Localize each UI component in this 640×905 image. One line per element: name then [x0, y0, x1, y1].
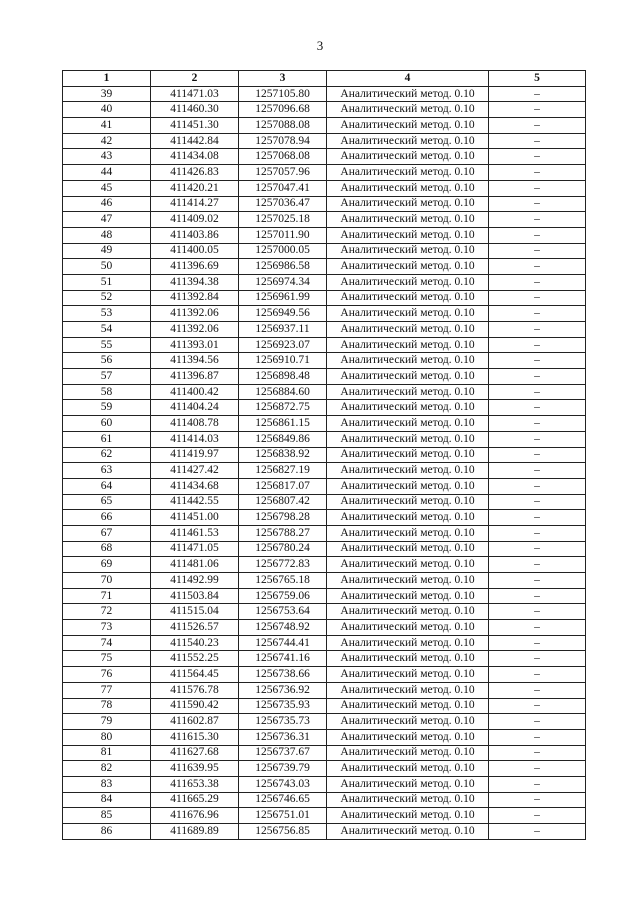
- point-number-cell: 49: [63, 243, 151, 259]
- method-cell: Аналитический метод. 0.10: [327, 808, 489, 824]
- note-cell: –: [489, 745, 586, 761]
- x-coordinate-cell: 411590.42: [151, 698, 239, 714]
- note-cell: –: [489, 588, 586, 604]
- y-coordinate-cell: 1256735.73: [239, 714, 327, 730]
- y-coordinate-cell: 1256817.07: [239, 478, 327, 494]
- y-coordinate-cell: 1256735.93: [239, 698, 327, 714]
- y-coordinate-cell: 1256744.41: [239, 635, 327, 651]
- y-coordinate-cell: 1256949.56: [239, 306, 327, 322]
- note-cell: –: [489, 431, 586, 447]
- method-cell: Аналитический метод. 0.10: [327, 180, 489, 196]
- method-cell: Аналитический метод. 0.10: [327, 463, 489, 479]
- x-coordinate-cell: 411427.42: [151, 463, 239, 479]
- note-cell: –: [489, 290, 586, 306]
- x-coordinate-cell: 411576.78: [151, 682, 239, 698]
- point-number-cell: 55: [63, 337, 151, 353]
- method-cell: Аналитический метод. 0.10: [327, 745, 489, 761]
- point-number-cell: 65: [63, 494, 151, 510]
- point-number-cell: 62: [63, 447, 151, 463]
- point-number-cell: 67: [63, 525, 151, 541]
- table-row: [63, 698, 586, 714]
- y-coordinate-cell: 1256737.67: [239, 745, 327, 761]
- x-coordinate-cell: 411426.83: [151, 165, 239, 181]
- x-coordinate-cell: 411434.68: [151, 478, 239, 494]
- point-number-cell: 64: [63, 478, 151, 494]
- x-coordinate-cell: 411451.30: [151, 118, 239, 134]
- y-coordinate-cell: 1256827.19: [239, 463, 327, 479]
- table-row: [63, 227, 586, 243]
- x-coordinate-cell: 411451.00: [151, 510, 239, 526]
- method-cell: Аналитический метод. 0.10: [327, 824, 489, 840]
- table-row: [63, 322, 586, 338]
- x-coordinate-cell: 411564.45: [151, 667, 239, 683]
- y-coordinate-cell: 1256748.92: [239, 620, 327, 636]
- x-coordinate-cell: 411442.55: [151, 494, 239, 510]
- point-number-cell: 52: [63, 290, 151, 306]
- method-cell: Аналитический метод. 0.10: [327, 525, 489, 541]
- point-number-cell: 80: [63, 729, 151, 745]
- method-cell: Аналитический метод. 0.10: [327, 259, 489, 275]
- point-number-cell: 79: [63, 714, 151, 730]
- table-row: [63, 792, 586, 808]
- x-coordinate-cell: 411515.04: [151, 604, 239, 620]
- table-row: [63, 808, 586, 824]
- table-row: [63, 259, 586, 275]
- method-cell: Аналитический метод. 0.10: [327, 369, 489, 385]
- method-cell: Аналитический метод. 0.10: [327, 635, 489, 651]
- table-row: [63, 588, 586, 604]
- x-coordinate-cell: 411434.08: [151, 149, 239, 165]
- table-row: [63, 384, 586, 400]
- point-number-cell: 51: [63, 274, 151, 290]
- y-coordinate-cell: 1256961.99: [239, 290, 327, 306]
- y-coordinate-cell: 1257105.80: [239, 86, 327, 102]
- y-coordinate-cell: 1256849.86: [239, 431, 327, 447]
- table-row: [63, 541, 586, 557]
- method-cell: Аналитический метод. 0.10: [327, 776, 489, 792]
- method-cell: Аналитический метод. 0.10: [327, 698, 489, 714]
- table-row: [63, 196, 586, 212]
- x-coordinate-cell: 411414.27: [151, 196, 239, 212]
- y-coordinate-cell: 1256736.92: [239, 682, 327, 698]
- y-coordinate-cell: 1257011.90: [239, 227, 327, 243]
- method-cell: Аналитический метод. 0.10: [327, 337, 489, 353]
- method-cell: Аналитический метод. 0.10: [327, 478, 489, 494]
- table-row: [63, 557, 586, 573]
- note-cell: –: [489, 416, 586, 432]
- x-coordinate-cell: 411461.53: [151, 525, 239, 541]
- table-row: [63, 400, 586, 416]
- point-number-cell: 82: [63, 761, 151, 777]
- note-cell: –: [489, 541, 586, 557]
- x-coordinate-cell: 411471.03: [151, 86, 239, 102]
- method-cell: Аналитический метод. 0.10: [327, 149, 489, 165]
- note-cell: –: [489, 714, 586, 730]
- note-cell: –: [489, 369, 586, 385]
- note-cell: –: [489, 824, 586, 840]
- y-coordinate-cell: 1256910.71: [239, 353, 327, 369]
- method-cell: Аналитический метод. 0.10: [327, 400, 489, 416]
- y-coordinate-cell: 1256898.48: [239, 369, 327, 385]
- note-cell: –: [489, 306, 586, 322]
- note-cell: –: [489, 149, 586, 165]
- point-number-cell: 85: [63, 808, 151, 824]
- point-number-cell: 84: [63, 792, 151, 808]
- x-coordinate-cell: 411481.06: [151, 557, 239, 573]
- x-coordinate-cell: 411460.30: [151, 102, 239, 118]
- x-coordinate-cell: 411676.96: [151, 808, 239, 824]
- table-row: [63, 635, 586, 651]
- note-cell: –: [489, 165, 586, 181]
- page-number: 3: [316, 38, 324, 53]
- method-cell: Аналитический метод. 0.10: [327, 243, 489, 259]
- point-number-cell: 57: [63, 369, 151, 385]
- point-number-cell: 45: [63, 180, 151, 196]
- table-row: [63, 667, 586, 683]
- y-coordinate-cell: 1257096.68: [239, 102, 327, 118]
- y-coordinate-cell: 1256741.16: [239, 651, 327, 667]
- y-coordinate-cell: 1256738.66: [239, 667, 327, 683]
- point-number-cell: 86: [63, 824, 151, 840]
- x-coordinate-cell: 411503.84: [151, 588, 239, 604]
- coordinates-table: [62, 70, 586, 840]
- y-coordinate-cell: 1256986.58: [239, 259, 327, 275]
- x-coordinate-cell: 411403.86: [151, 227, 239, 243]
- method-cell: Аналитический метод. 0.10: [327, 557, 489, 573]
- note-cell: –: [489, 118, 586, 134]
- note-cell: –: [489, 651, 586, 667]
- x-coordinate-cell: 411653.38: [151, 776, 239, 792]
- table-row: [63, 290, 586, 306]
- y-coordinate-cell: 1257068.08: [239, 149, 327, 165]
- x-coordinate-cell: 411393.01: [151, 337, 239, 353]
- x-coordinate-cell: 411392.06: [151, 306, 239, 322]
- note-cell: –: [489, 259, 586, 275]
- table-row: [63, 353, 586, 369]
- method-cell: Аналитический метод. 0.10: [327, 86, 489, 102]
- table-row: [63, 431, 586, 447]
- x-coordinate-cell: 411408.78: [151, 416, 239, 432]
- point-number-cell: 42: [63, 133, 151, 149]
- point-number-cell: 77: [63, 682, 151, 698]
- note-cell: –: [489, 478, 586, 494]
- method-cell: Аналитический метод. 0.10: [327, 729, 489, 745]
- table-row: [63, 369, 586, 385]
- x-coordinate-cell: 411602.87: [151, 714, 239, 730]
- x-coordinate-cell: 411414.03: [151, 431, 239, 447]
- table-row: [63, 651, 586, 667]
- note-cell: –: [489, 525, 586, 541]
- x-coordinate-cell: 411400.05: [151, 243, 239, 259]
- table-row: [63, 761, 586, 777]
- point-number-cell: 75: [63, 651, 151, 667]
- column-header: 5: [489, 71, 586, 87]
- note-cell: –: [489, 667, 586, 683]
- x-coordinate-cell: 411419.97: [151, 447, 239, 463]
- x-coordinate-cell: 411471.05: [151, 541, 239, 557]
- table-row: [63, 447, 586, 463]
- note-cell: –: [489, 102, 586, 118]
- y-coordinate-cell: 1256923.07: [239, 337, 327, 353]
- method-cell: Аналитический метод. 0.10: [327, 118, 489, 134]
- table-row: [63, 824, 586, 840]
- y-coordinate-cell: 1256753.64: [239, 604, 327, 620]
- table-row: [63, 494, 586, 510]
- y-coordinate-cell: 1257088.08: [239, 118, 327, 134]
- note-cell: –: [489, 463, 586, 479]
- x-coordinate-cell: 411409.02: [151, 212, 239, 228]
- x-coordinate-cell: 411442.84: [151, 133, 239, 149]
- y-coordinate-cell: 1256937.11: [239, 322, 327, 338]
- x-coordinate-cell: 411665.29: [151, 792, 239, 808]
- table-row: [63, 604, 586, 620]
- note-cell: –: [489, 604, 586, 620]
- table-row: [63, 510, 586, 526]
- method-cell: Аналитический метод. 0.10: [327, 604, 489, 620]
- table-row: [63, 102, 586, 118]
- table-row: [63, 133, 586, 149]
- x-coordinate-cell: 411420.21: [151, 180, 239, 196]
- table-row: [63, 729, 586, 745]
- point-number-cell: 74: [63, 635, 151, 651]
- note-cell: –: [489, 384, 586, 400]
- y-coordinate-cell: 1256788.27: [239, 525, 327, 541]
- x-coordinate-cell: 411396.69: [151, 259, 239, 275]
- y-coordinate-cell: 1256746.65: [239, 792, 327, 808]
- x-coordinate-cell: 411639.95: [151, 761, 239, 777]
- table-row: [63, 745, 586, 761]
- note-cell: –: [489, 682, 586, 698]
- x-coordinate-cell: 411492.99: [151, 573, 239, 589]
- note-cell: –: [489, 212, 586, 228]
- point-number-cell: 53: [63, 306, 151, 322]
- y-coordinate-cell: 1256772.83: [239, 557, 327, 573]
- point-number-cell: 59: [63, 400, 151, 416]
- y-coordinate-cell: 1256838.92: [239, 447, 327, 463]
- method-cell: Аналитический метод. 0.10: [327, 133, 489, 149]
- point-number-cell: 63: [63, 463, 151, 479]
- table-row: [63, 478, 586, 494]
- y-coordinate-cell: 1256759.06: [239, 588, 327, 604]
- note-cell: –: [489, 729, 586, 745]
- point-number-cell: 70: [63, 573, 151, 589]
- point-number-cell: 78: [63, 698, 151, 714]
- x-coordinate-cell: 411394.38: [151, 274, 239, 290]
- method-cell: Аналитический метод. 0.10: [327, 447, 489, 463]
- method-cell: Аналитический метод. 0.10: [327, 494, 489, 510]
- note-cell: –: [489, 227, 586, 243]
- note-cell: –: [489, 274, 586, 290]
- note-cell: –: [489, 761, 586, 777]
- table-row: [63, 525, 586, 541]
- point-number-cell: 56: [63, 353, 151, 369]
- y-coordinate-cell: 1257057.96: [239, 165, 327, 181]
- table-body: [63, 86, 586, 839]
- point-number-cell: 50: [63, 259, 151, 275]
- point-number-cell: 40: [63, 102, 151, 118]
- method-cell: Аналитический метод. 0.10: [327, 651, 489, 667]
- x-coordinate-cell: 411404.24: [151, 400, 239, 416]
- note-cell: –: [489, 180, 586, 196]
- point-number-cell: 76: [63, 667, 151, 683]
- x-coordinate-cell: 411689.89: [151, 824, 239, 840]
- method-cell: Аналитический метод. 0.10: [327, 667, 489, 683]
- note-cell: –: [489, 698, 586, 714]
- y-coordinate-cell: 1256765.18: [239, 573, 327, 589]
- y-coordinate-cell: 1256807.42: [239, 494, 327, 510]
- y-coordinate-cell: 1257078.94: [239, 133, 327, 149]
- point-number-cell: 58: [63, 384, 151, 400]
- y-coordinate-cell: 1256974.34: [239, 274, 327, 290]
- y-coordinate-cell: 1256884.60: [239, 384, 327, 400]
- note-cell: –: [489, 510, 586, 526]
- table-row: [63, 620, 586, 636]
- column-header: 1: [63, 71, 151, 87]
- y-coordinate-cell: 1256780.24: [239, 541, 327, 557]
- y-coordinate-cell: 1257047.41: [239, 180, 327, 196]
- y-coordinate-cell: 1256861.15: [239, 416, 327, 432]
- point-number-cell: 69: [63, 557, 151, 573]
- point-number-cell: 83: [63, 776, 151, 792]
- note-cell: –: [489, 447, 586, 463]
- table-row: [63, 416, 586, 432]
- table-row: [63, 180, 586, 196]
- y-coordinate-cell: 1256751.01: [239, 808, 327, 824]
- y-coordinate-cell: 1256756.85: [239, 824, 327, 840]
- method-cell: Аналитический метод. 0.10: [327, 274, 489, 290]
- x-coordinate-cell: 411627.68: [151, 745, 239, 761]
- table-row: [63, 682, 586, 698]
- x-coordinate-cell: 411392.06: [151, 322, 239, 338]
- table-row: [63, 306, 586, 322]
- x-coordinate-cell: 411615.30: [151, 729, 239, 745]
- point-number-cell: 46: [63, 196, 151, 212]
- x-coordinate-cell: 411552.25: [151, 651, 239, 667]
- x-coordinate-cell: 411400.42: [151, 384, 239, 400]
- method-cell: Аналитический метод. 0.10: [327, 510, 489, 526]
- method-cell: Аналитический метод. 0.10: [327, 306, 489, 322]
- table-row: [63, 337, 586, 353]
- y-coordinate-cell: 1256736.31: [239, 729, 327, 745]
- point-number-cell: 73: [63, 620, 151, 636]
- table-row: [63, 714, 586, 730]
- x-coordinate-cell: 411396.87: [151, 369, 239, 385]
- table-row: [63, 212, 586, 228]
- table-row: [63, 118, 586, 134]
- point-number-cell: 47: [63, 212, 151, 228]
- note-cell: –: [489, 494, 586, 510]
- note-cell: –: [489, 353, 586, 369]
- table-row: [63, 274, 586, 290]
- x-coordinate-cell: 411540.23: [151, 635, 239, 651]
- column-header: 4: [327, 71, 489, 87]
- method-cell: Аналитический метод. 0.10: [327, 573, 489, 589]
- note-cell: –: [489, 133, 586, 149]
- method-cell: Аналитический метод. 0.10: [327, 212, 489, 228]
- table-row: [63, 776, 586, 792]
- note-cell: –: [489, 86, 586, 102]
- table-row: [63, 463, 586, 479]
- note-cell: –: [489, 620, 586, 636]
- table-row: [63, 165, 586, 181]
- method-cell: Аналитический метод. 0.10: [327, 290, 489, 306]
- note-cell: –: [489, 196, 586, 212]
- point-number-cell: 61: [63, 431, 151, 447]
- y-coordinate-cell: 1256743.03: [239, 776, 327, 792]
- point-number-cell: 60: [63, 416, 151, 432]
- note-cell: –: [489, 792, 586, 808]
- point-number-cell: 39: [63, 86, 151, 102]
- x-coordinate-cell: 411392.84: [151, 290, 239, 306]
- method-cell: Аналитический метод. 0.10: [327, 541, 489, 557]
- note-cell: –: [489, 400, 586, 416]
- method-cell: Аналитический метод. 0.10: [327, 227, 489, 243]
- y-coordinate-cell: 1256798.28: [239, 510, 327, 526]
- method-cell: Аналитический метод. 0.10: [327, 165, 489, 181]
- table-row: [63, 149, 586, 165]
- method-cell: Аналитический метод. 0.10: [327, 714, 489, 730]
- point-number-cell: 48: [63, 227, 151, 243]
- point-number-cell: 43: [63, 149, 151, 165]
- table-header-row: [63, 71, 586, 87]
- method-cell: Аналитический метод. 0.10: [327, 353, 489, 369]
- table-row: [63, 243, 586, 259]
- note-cell: –: [489, 808, 586, 824]
- method-cell: Аналитический метод. 0.10: [327, 431, 489, 447]
- point-number-cell: 54: [63, 322, 151, 338]
- method-cell: Аналитический метод. 0.10: [327, 792, 489, 808]
- method-cell: Аналитический метод. 0.10: [327, 761, 489, 777]
- point-number-cell: 71: [63, 588, 151, 604]
- method-cell: Аналитический метод. 0.10: [327, 588, 489, 604]
- y-coordinate-cell: 1257000.05: [239, 243, 327, 259]
- method-cell: Аналитический метод. 0.10: [327, 384, 489, 400]
- note-cell: –: [489, 322, 586, 338]
- y-coordinate-cell: 1256739.79: [239, 761, 327, 777]
- note-cell: –: [489, 243, 586, 259]
- method-cell: Аналитический метод. 0.10: [327, 102, 489, 118]
- note-cell: –: [489, 573, 586, 589]
- y-coordinate-cell: 1256872.75: [239, 400, 327, 416]
- column-header: 3: [239, 71, 327, 87]
- x-coordinate-cell: 411526.57: [151, 620, 239, 636]
- table-row: [63, 573, 586, 589]
- column-header: 2: [151, 71, 239, 87]
- point-number-cell: 44: [63, 165, 151, 181]
- x-coordinate-cell: 411394.56: [151, 353, 239, 369]
- table-row: [63, 86, 586, 102]
- note-cell: –: [489, 337, 586, 353]
- method-cell: Аналитический метод. 0.10: [327, 416, 489, 432]
- note-cell: –: [489, 557, 586, 573]
- method-cell: Аналитический метод. 0.10: [327, 620, 489, 636]
- note-cell: –: [489, 635, 586, 651]
- y-coordinate-cell: 1257036.47: [239, 196, 327, 212]
- note-cell: –: [489, 776, 586, 792]
- point-number-cell: 81: [63, 745, 151, 761]
- point-number-cell: 66: [63, 510, 151, 526]
- point-number-cell: 68: [63, 541, 151, 557]
- method-cell: Аналитический метод. 0.10: [327, 682, 489, 698]
- y-coordinate-cell: 1257025.18: [239, 212, 327, 228]
- point-number-cell: 72: [63, 604, 151, 620]
- method-cell: Аналитический метод. 0.10: [327, 196, 489, 212]
- point-number-cell: 41: [63, 118, 151, 134]
- method-cell: Аналитический метод. 0.10: [327, 322, 489, 338]
